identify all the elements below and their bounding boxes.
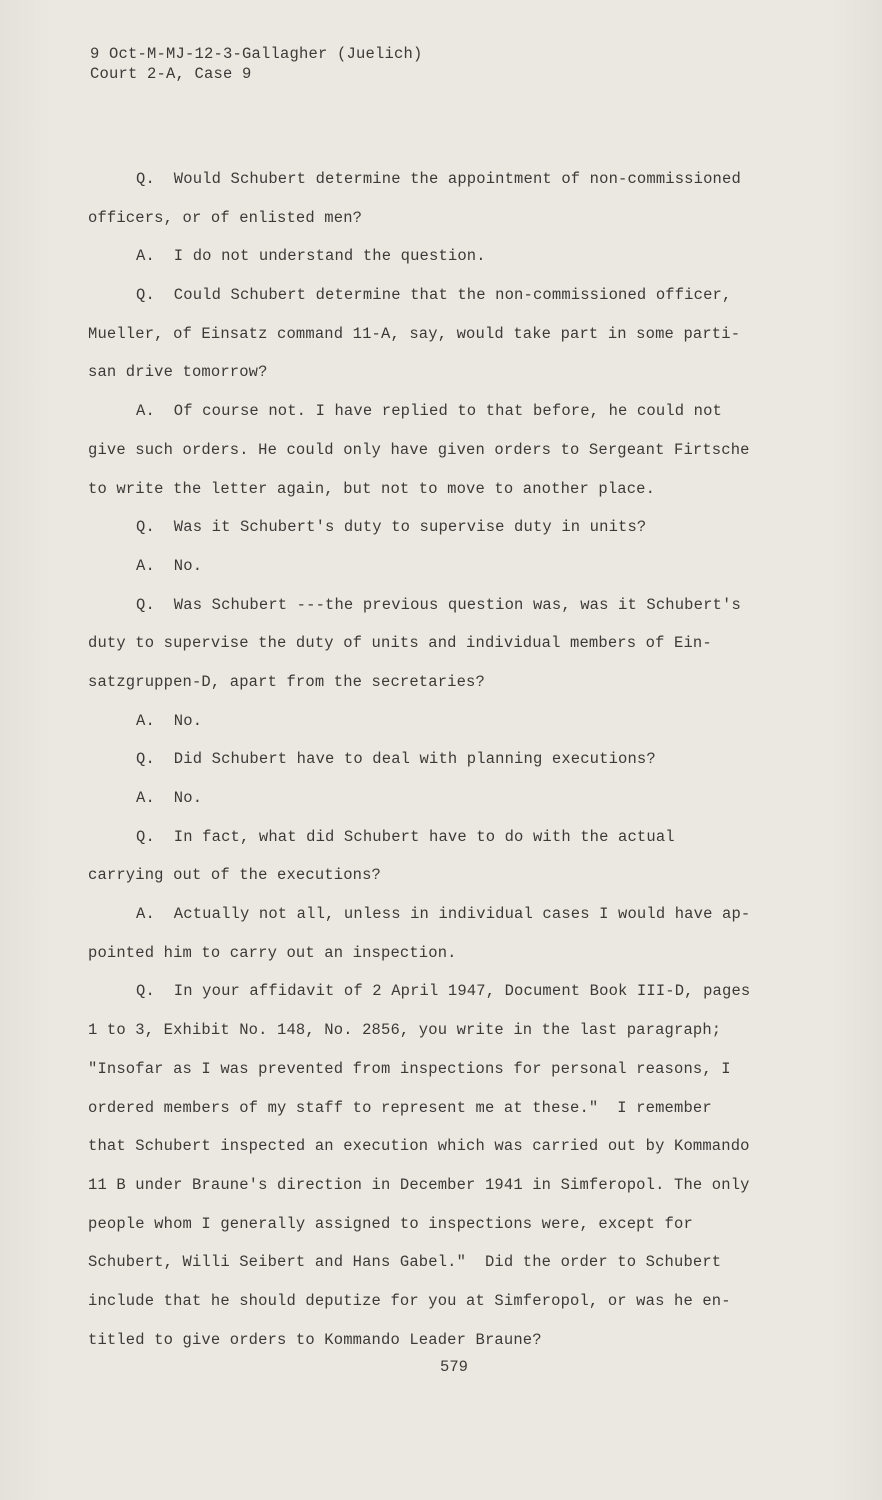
header-line-1: 9 Oct-M-MJ-12-3-Gallagher (Juelich) <box>90 45 423 63</box>
transcript-line: Q. Was Schubert ---the previous question was, was it Schubert's <box>136 595 741 614</box>
transcript-line: give such orders. He could only have given orders to Sergeant Firtsche <box>88 440 750 459</box>
transcript-line: carrying out of the executions? <box>88 866 381 885</box>
transcript-line: Q. In your affidavit of 2 April 1947, Document Book III-D, pages <box>136 982 751 1001</box>
transcript-line: officers, or of enlisted men? <box>88 208 363 227</box>
transcript-line: ordered members of my staff to represent me at these." I remember <box>88 1098 712 1117</box>
transcript-line: "Insofar as I was prevented from inspections for personal reasons, I <box>88 1059 731 1078</box>
transcript-line: Q. Could Schubert determine that the non-commissioned officer, <box>136 286 732 305</box>
page-number: 579 <box>440 1358 468 1376</box>
transcript-line: people whom I generally assigned to inspections were, except for <box>88 1214 693 1233</box>
transcript-line: to write the letter again, but not to move to another place. <box>88 479 656 498</box>
transcript-line: Mueller, of Einsatz command 11-A, say, would take part in some parti- <box>88 324 741 343</box>
transcript-line: A. I do not understand the question. <box>136 247 486 266</box>
transcript-line: san drive tomorrow? <box>88 363 268 382</box>
transcript-line: 1 to 3, Exhibit No. 148, No. 2856, you write in the last paragraph; <box>88 1021 722 1040</box>
transcript-line: A. Actually not all, unless in individual cases I would have ap- <box>136 905 751 924</box>
transcript-line: Q. In fact, what did Schubert have to do with the actual <box>136 827 675 846</box>
document-header <box>90 44 423 84</box>
transcript-line: satzgruppen-D, apart from the secretaries? <box>88 672 485 691</box>
transcript-line: Q. Did Schubert have to deal with planning executions? <box>136 750 656 769</box>
transcript-line: 11 B under Braune's direction in December 1941 in Simferopol. The only <box>88 1175 750 1194</box>
transcript-line: include that he should deputize for you at Simferopol, or was he en- <box>88 1291 731 1310</box>
transcript-line: A. No. <box>136 711 203 730</box>
transcript-line: A. No. <box>136 556 203 575</box>
header-line-2: Court 2-A, Case 9 <box>90 65 252 83</box>
transcript-line: A. No. <box>136 789 203 807</box>
transcript-line: duty to supervise the duty of units and individual members of Ein- <box>88 634 712 653</box>
transcript-line: A. Of course not. I have replied to that before, he could not <box>136 402 722 421</box>
transcript-body <box>88 160 788 1359</box>
transcript-line: Q. Would Schubert determine the appointment of non-commissioned <box>136 170 741 188</box>
transcript-line: Q. Was it Schubert's duty to supervise duty in units? <box>136 518 647 537</box>
transcript-line: titled to give orders to Kommando Leader Braune? <box>88 1330 542 1349</box>
transcript-line: Schubert, Willi Seibert and Hans Gabel." Did the order to Schubert <box>88 1253 722 1272</box>
transcript-line: that Schubert inspected an execution which was carried out by Kommando <box>88 1137 750 1156</box>
transcript-line: pointed him to carry out an inspection. <box>88 943 457 962</box>
